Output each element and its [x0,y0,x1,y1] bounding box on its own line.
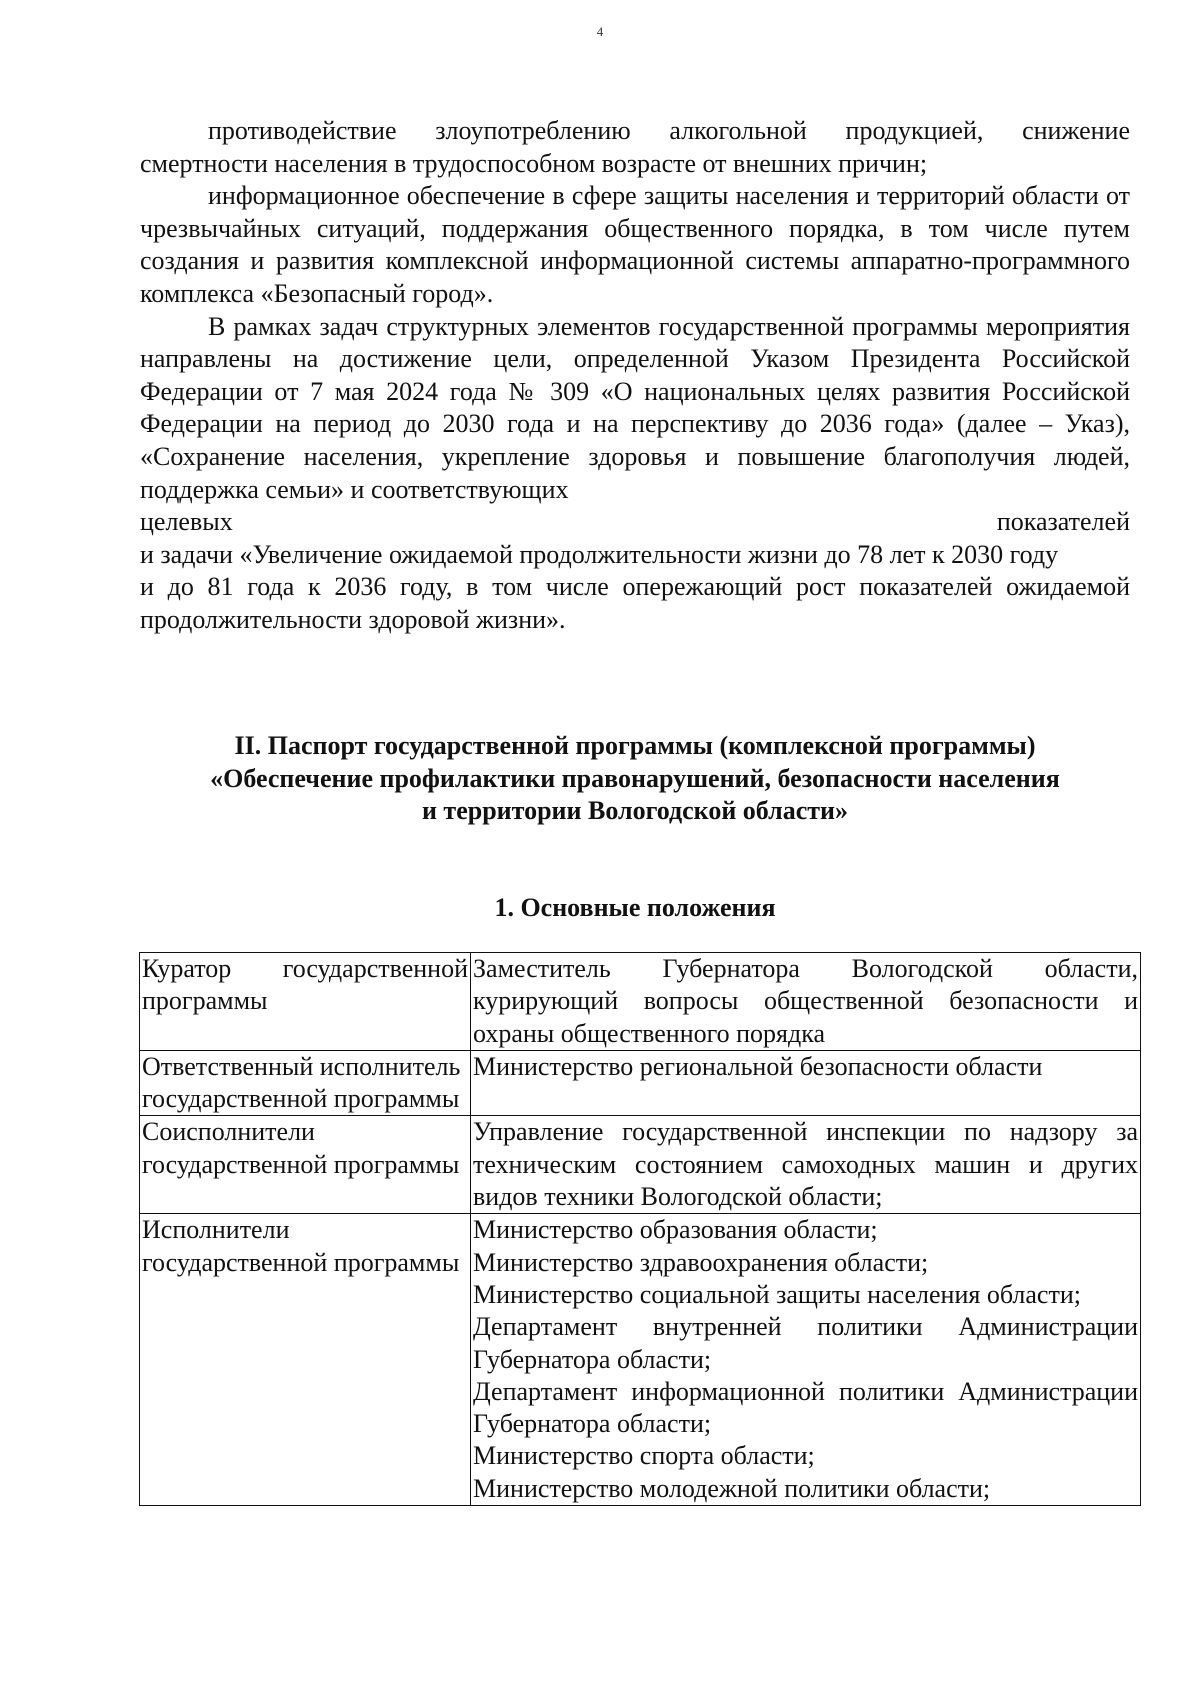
table-row [140,953,1141,1051]
executor-item: Министерство спорта области; [473,1441,815,1471]
paragraph-3-line-a: и задачи «Увеличение ожидаемой продолжительности жизни до 78 лет к 2030 году [140,539,1059,569]
paragraph-3-spread-line [140,506,1130,539]
paragraph-1: противодействие злоупотреблению алкогольной продукцией, снижение смертности населения в трудоспособном возрасте от внешних причин; [140,116,1130,178]
subsection-title: 1. Основные положения [494,893,776,922]
paragraph-2: информационное обеспечение в сфере защиты населения и территорий области от чрезвычайных ситуаций, поддержания общественного порядка, в том числе путем создания и развития комплексной информационной системы аппаратно-программного комплекса «Безопасный город». [140,181,1130,308]
section-title-line-2: «Обеспечение профилактики правонарушений, безопасности населения [210,763,1060,793]
section-title [140,730,1130,828]
body-text [140,115,1130,637]
table-label-cell: Соисполнители государственной программы [140,1116,471,1214]
paragraph-3-word-left: целевых [140,507,233,537]
executor-item: Министерство здравоохранения области; [473,1247,929,1277]
paragraph-3-line-b: и до 81 года к 2036 году, в том числе опережающий рост показателей ожидаемой продолжительности здоровой жизни». [140,572,1130,634]
executor-item: Министерство образования области; [473,1215,878,1245]
executor-item: Министерство социальной защиты населения области; [473,1279,1081,1309]
table-label-cell: Куратор государственной программы [140,953,471,1051]
page-number: 4 [596,24,604,39]
table-row [140,1116,1141,1214]
table-row [140,1050,1141,1116]
executor-item: Департамент информационной политики Администрации Губернатора области; [473,1376,1138,1439]
table-value-cell: Министерство региональной безопасности области [471,1050,1141,1116]
table-value-cell [471,1214,1141,1506]
section-title-line-1: II. Паспорт государственной программы (комплексной программы) [234,731,1036,760]
table-value-cell: Заместитель Губернатора Вологодской области, курирующий вопросы общественной безопасности и охраны общественного порядка [471,953,1141,1051]
table-label-cell: Ответственный исполнитель государственной программы [140,1050,471,1116]
table-row [140,1214,1141,1506]
paragraph-3: В рамках задач структурных элементов государственной программы мероприятия направлены на достижение цели, определенной Указом Президента Российской Федерации от 7 мая 2024 года № 309 «О национальных целях развития Российской Федерации на период до 2030 года и на перспективу до 2036 года» (далее – Указ), «Сохранение населения, укрепление здоровья и повышение благополучия людей, поддержка семьи» и соответствующих [140,311,1130,504]
executor-item: Министерство молодежной политики области; [473,1473,991,1503]
section-title-line-3: и территории Вологодской области» [421,796,849,825]
executor-item: Департамент внутренней политики Администрации Губернатора области; [473,1312,1138,1374]
passport-table [139,952,1141,1506]
paragraph-3-word-right: показателей [996,507,1130,537]
table-label-cell: Исполнители государственной программы [140,1214,471,1506]
table-value-cell: Управление государственной инспекции по надзору за техническим состоянием самоходных машин и других видов техники Вологодской области; [471,1116,1141,1214]
